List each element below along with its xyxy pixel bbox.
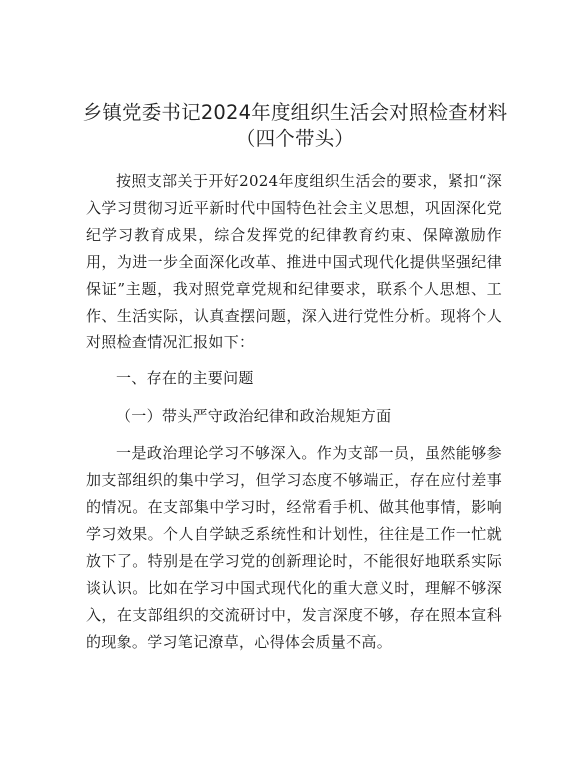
spacer (86, 392, 502, 402)
spacer (86, 430, 502, 440)
document-title: 乡镇党委书记2024年度组织生活会对照检查材料（四个带头） (82, 101, 508, 150)
intro-paragraph: 按照支部关于开好2024年度组织生活会的要求，紧扣“深入学习贯彻习近平新时代中国特色社会主义思想，巩固深化党纪学习教育成果，综合发挥党的纪律教育约束、保障激励作用，为进一步全面深化改革、推进中国式现代化提供坚强纪律保证”主题，我对照党章党规和纪律要求，联系个人思想、工作、生活实际，认真查摆问题，深入进行党性分析。现将个人对照检查情况汇报如下： (86, 172, 502, 352)
section-heading: 一、存在的主要问题 (116, 369, 254, 388)
spacer (86, 356, 502, 364)
body-paragraph: 一是政治理论学习不够深入。作为支部一员，虽然能够参加支部组织的集中学习，但学习态度不够端正，存在应付差事的情况。在支部集中学习时，经常看手机、做其他事情，影响学习效果。个人自学缺乏系统性和计划性，往往是工作一忙就放下了。特别是在学习党的创新理论时，不能很好地联系实际谈认识。比如在学习中国式现代化的重大意义时，理解不够深入，在支部组织的交流研讨中，发言深度不够，存在照本宣科的现象。学习笔记潦草，心得体会质量不高。 (86, 444, 502, 651)
subsection-heading: （一）带头严守政治纪律和政治规矩方面 (116, 407, 392, 426)
document-body (86, 168, 502, 655)
